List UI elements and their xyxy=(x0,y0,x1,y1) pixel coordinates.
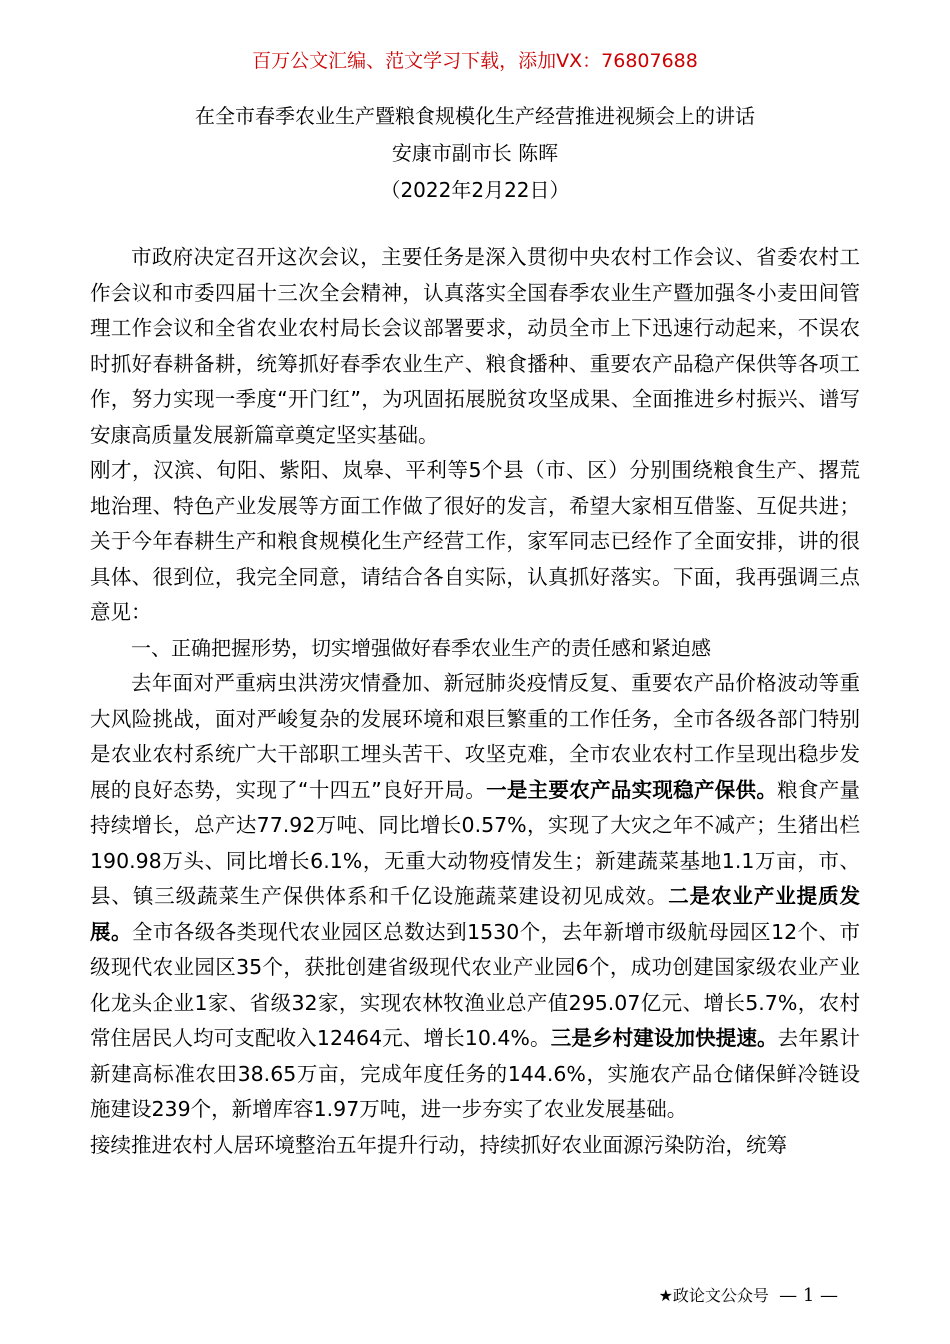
paragraph-achievements xyxy=(90,666,860,1128)
date-line: （2022年2月22日） xyxy=(380,178,570,202)
document-title: 在全市春季农业生产暨粮食规模化生产经营推进视频会上的讲话 xyxy=(195,104,755,128)
header-note: 百万公文汇编、范文学习下载，添加VX：76807688 xyxy=(252,50,698,72)
point-2-heading: 二是农业产业提质发展。 xyxy=(90,884,861,944)
point-1-heading: 一是主要农产品实现稳产保供。 xyxy=(486,777,778,802)
section-heading-1: 一、正确把握形势，切实增强做好春季农业生产的责任感和紧迫感 xyxy=(131,635,711,660)
point-2-text: 全市各级各类现代农业园区总数达到1530个，去年新增市级航母园区12个、市级现代农业园区35个，获批创建省级现代农业产业园6个，成功创建国家级农业产业化龙头企业1家、省级32家，实现农林牧渔业总产值295.07亿元、增长5.7%，农村常住居民人均可支配收入12464元、增长10.4%。 xyxy=(90,919,860,1050)
body-text xyxy=(90,240,860,1163)
point-3-heading: 三是乡村建设加快提速。 xyxy=(550,1026,778,1050)
paragraph-continued: 接续推进农村人居环境整治五年提升行动，持续抓好农业面源污染防治，统筹 xyxy=(90,1132,787,1157)
paragraph-opening: 市政府决定召开这次会议，主要任务是深入贯彻中央农村工作会议、省委农村工作会议和市委四届十三次全会精神，认真落实全国春季农业生产暨加强冬小麦田间管理工作会议和全省农业农村局长会议部署要求，动员全市上下迅速行动起来，不误农时抓好春耕备耕，统筹抓好春季农业生产、粮食播种、重要农产品稳产保供等各项工作，努力实现一季度“开门红”，为巩固拓展脱贫攻坚成果、全面推进乡村振兴、谱写安康高质量发展新篇章奠定坚实基础。 xyxy=(90,245,860,447)
page-number: — 1 — xyxy=(779,1285,838,1306)
paragraph-remarks: 刚才，汉滨、旬阳、紫阳、岚皋、平利等5个县（市、区）分别围绕粮食生产、撂荒地治理、特色产业发展等方面工作做了很好的发言，希望大家相互借鉴、互促共进；关于今年春耕生产和粮食规模化生产经营工作，家军同志已经作了全面安排，讲的很具体、很到位，我完全同意，请结合各自实际，认真抓好落实。下面，我再强调三点意见： xyxy=(90,458,860,624)
footer-source: ★政论文公众号 xyxy=(658,1286,769,1305)
point-1-text: 粮食产量持续增长，总产达77.92万吨、同比增长0.57%，实现了大灾之年不减产；生猪出栏190.98万头、同比增长6.1%，无重大动物疫情发生；新建蔬菜基地1.1万亩，市、县、镇三级蔬菜生产保供体系和千亿设施蔬菜建设初见成效。 xyxy=(90,777,861,908)
point-3-text: 去年累计新建高标准农田38.65万亩，完成年度任务的144.6%，实施农产品仓储保鲜冷链设施建设239个，新增库容1.97万吨，进一步夯实了农业发展基础。 xyxy=(90,1026,861,1121)
page-footer xyxy=(659,1283,838,1306)
achievements-intro: 去年面对严重病虫洪涝灾情叠加、新冠肺炎疫情反复、重要农产品价格波动等重大风险挑战，面对严峻复杂的发展环境和艰巨繁重的工作任务，全市各级各部门特别是农业农村系统广大干部职工埋头苦干、攻坚克难，全市农业农村工作呈现出稳步发展的良好态势，实现了“十四五”良好开局。 xyxy=(90,671,860,802)
speaker-line: 安康市副市长 陈晖 xyxy=(391,141,559,165)
